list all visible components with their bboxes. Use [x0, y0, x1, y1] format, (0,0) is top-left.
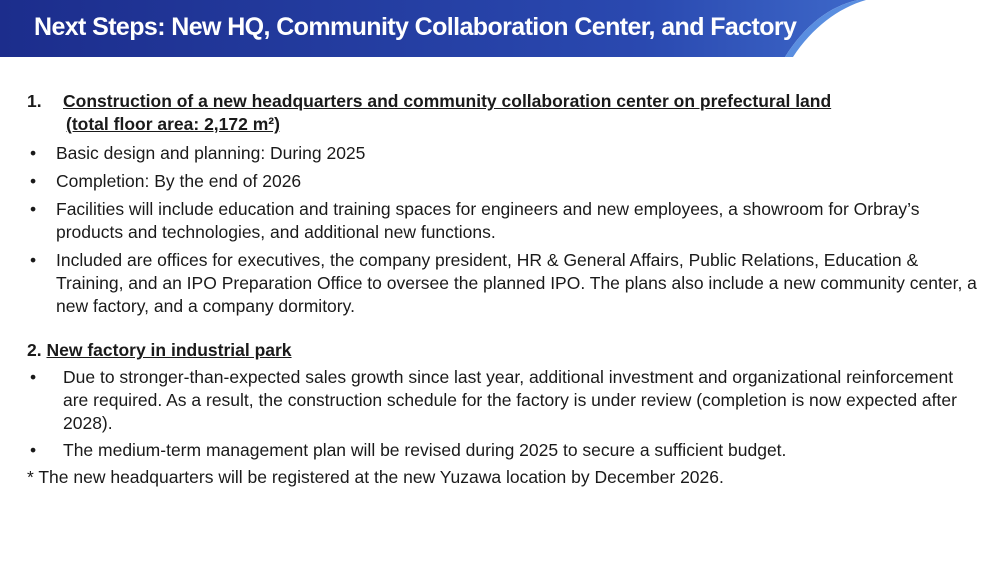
bullet-text: Due to stronger-than-expected sales growth since last year, additional investment and organizational reinforcement are required. As a result, the construction schedule for the factory is under review (completion is now expected after 2028). — [63, 367, 957, 433]
bullet-marker: • — [30, 199, 37, 219]
section-1-heading — [27, 90, 977, 136]
title-banner — [0, 0, 1000, 57]
bullet-text: Facilities will include education and training spaces for engineers and new employees, a showroom for Orbray’s products and technologies, and additional new functions. — [56, 199, 920, 242]
bullet-text: Completion: By the end of 2026 — [56, 171, 302, 191]
bullet-text: Included are offices for executives, the company president, HR & General Affairs, Public Relations, Education & Training, and an IPO Preparation Office to oversee the planned IPO. The plans also include a new community center, a new factory, and a company dormitory. — [56, 250, 977, 316]
bullet-marker: • — [30, 440, 37, 460]
list-item — [27, 198, 977, 244]
bullet-marker: • — [30, 250, 37, 270]
section-1-bullet-list — [27, 142, 977, 318]
bullet-marker: • — [30, 171, 37, 191]
section-1-title-line1: Construction of a new headquarters and community collaboration center on prefectural land — [63, 91, 832, 111]
bullet-marker: • — [30, 143, 37, 163]
slide-body — [27, 90, 977, 489]
section-2-number: 2. — [27, 340, 42, 360]
section-2-heading — [27, 339, 977, 362]
page-title: Next Steps: New HQ, Community Collaboration Center, and Factory — [34, 13, 797, 41]
bullet-marker: • — [30, 367, 37, 387]
section-2-title: New factory in industrial park — [46, 340, 292, 360]
section-1-number: 1. — [27, 91, 42, 111]
list-item — [27, 170, 977, 193]
bullet-text: Basic design and planning: During 2025 — [56, 143, 366, 163]
footnote: * The new headquarters will be registered at the new Yuzawa location by December 2026. — [27, 467, 724, 487]
section-1-title-line2: (total floor area: 2,172 m²) — [66, 114, 280, 134]
bullet-text: The medium-term management plan will be revised during 2025 to secure a sufficient budget. — [63, 440, 787, 460]
list-item — [27, 366, 977, 435]
list-item — [27, 249, 977, 318]
section-2-bullet-list — [27, 366, 977, 462]
list-item — [27, 142, 977, 165]
list-item — [27, 439, 977, 462]
